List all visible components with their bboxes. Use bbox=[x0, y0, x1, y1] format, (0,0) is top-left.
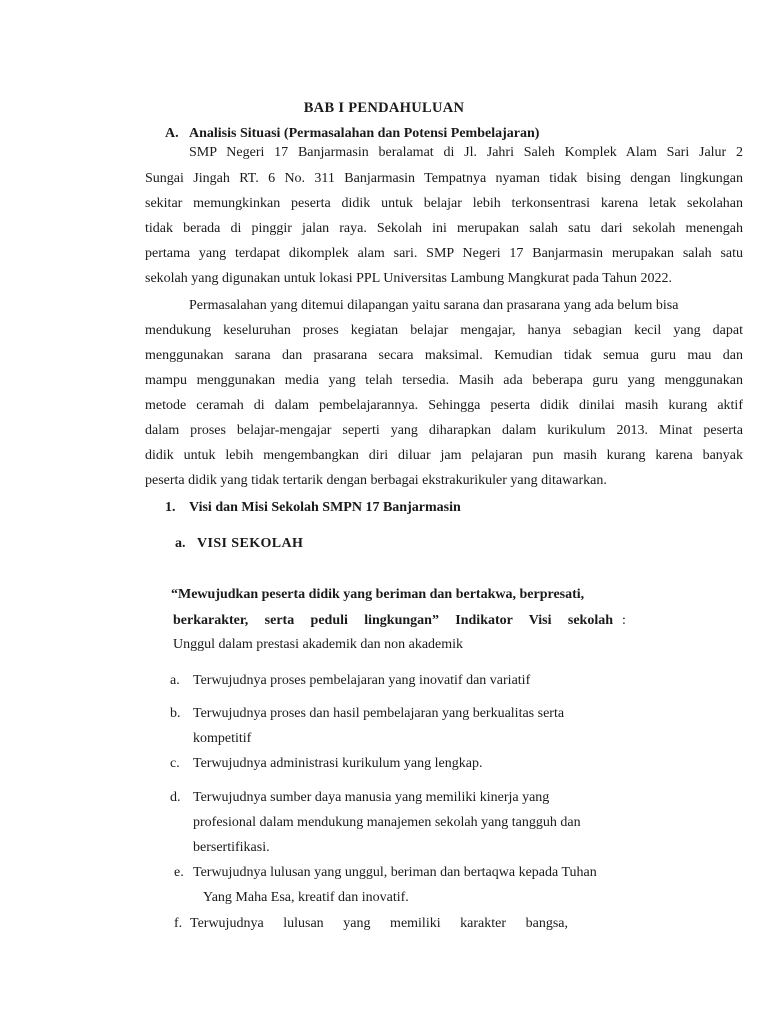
list-marker: b. bbox=[170, 706, 181, 721]
list-marker: d. bbox=[170, 790, 181, 805]
paragraph-line: SMP Negeri 17 Banjarmasin beralamat di Jl. Jahri Saleh Komplek Alam Sari Jalur 2 bbox=[189, 145, 743, 160]
list-item-continuation: Yang Maha Esa, kreatif dan inovatif. bbox=[203, 890, 409, 905]
paragraph-line: mendukung keseluruhan proses kegiatan belajar mengajar, hanya sebagian kecil yang dapat bbox=[145, 323, 743, 338]
paragraph-line: dalam proses belajar-mengajar seperti yang diharapkan dalam kurikulum 2013. Minat peserta bbox=[145, 423, 743, 438]
paragraph-line: pertama yang terdapat dikomplek alam sari. SMP Negeri 17 Banjarmasin merupakan salah satu bbox=[145, 246, 743, 261]
subsection-1-title: Visi dan Misi Sekolah SMPN 17 Banjarmasin bbox=[189, 500, 461, 515]
list-item-continuation: kompetitif bbox=[193, 731, 252, 746]
vision-heading-marker: a. bbox=[175, 536, 186, 551]
paragraph-line: sekitar memungkinkan peserta didik untuk belajar lebih terkonsentrasi karena letak sekolahan bbox=[145, 196, 743, 211]
paragraph-line: menggunakan sarana dan prasarana secara maksimal. Kemudian tidak semua guru mau dan bbox=[145, 348, 743, 363]
paragraph-line: sekolah yang digunakan untuk lokasi PPL Universitas Lambung Mangkurat pada Tahun 2022. bbox=[145, 271, 673, 286]
vision-heading: VISI SEKOLAH bbox=[197, 536, 304, 551]
section-a-title: Analisis Situasi (Permasalahan dan Potensi Pembelajaran) bbox=[189, 126, 540, 141]
paragraph-line: peserta didik yang tidak tertarik dengan berbagai ekstrakurikuler yang ditawarkan. bbox=[145, 473, 607, 488]
list-item-continuation: bersertifikasi. bbox=[193, 840, 270, 855]
list-item: Terwujudnya administrasi kurikulum yang lengkap. bbox=[193, 756, 483, 771]
vision-colon: : bbox=[622, 613, 626, 628]
list-item: Terwujudnya lulusan yang memiliki karakter bangsa, bbox=[190, 916, 568, 931]
vision-line: Unggul dalam prestasi akademik dan non akademik bbox=[173, 637, 464, 652]
chapter-title: BAB I PENDAHULUAN bbox=[303, 100, 465, 116]
subsection-1-marker: 1. bbox=[165, 500, 176, 515]
list-marker: f. bbox=[174, 916, 183, 931]
paragraph-line: Sungai Jingah RT. 6 No. 311 Banjarmasin Tempatnya nyaman tidak bising dengan lingkungan bbox=[145, 171, 743, 186]
paragraph-line: tidak berada di pinggir jalan raya. Sekolah ini merupakan salah satu dari sekolah menengah bbox=[145, 221, 743, 236]
vision-line: “Mewujudkan peserta didik yang beriman dan bertakwa, berpresati, bbox=[171, 587, 585, 602]
list-item: Terwujudnya sumber daya manusia yang memiliki kinerja yang bbox=[193, 790, 550, 805]
paragraph-line: didik untuk lebih mengembangkan diri diluar jam pelajaran pun masih kurang karena banyak bbox=[145, 448, 743, 463]
vision-line: berkarakter, serta peduli lingkungan” Indikator Visi sekolah bbox=[173, 613, 613, 628]
list-item-continuation: profesional dalam mendukung manajemen sekolah yang tangguh dan bbox=[193, 815, 581, 830]
section-a-marker: A. bbox=[165, 126, 179, 141]
list-marker: a. bbox=[170, 673, 180, 688]
paragraph-line: metode ceramah di dalam pembelajarannya. Sehingga peserta didik dinilai masih kurang aktif bbox=[145, 398, 743, 413]
paragraph-line: Permasalahan yang ditemui dilapangan yaitu sarana dan prasarana yang ada belum bisa bbox=[189, 298, 679, 313]
list-item: Terwujudnya lulusan yang unggul, beriman dan bertaqwa kepada Tuhan bbox=[193, 865, 597, 880]
list-marker: c. bbox=[170, 756, 180, 771]
list-item: Terwujudnya proses pembelajaran yang inovatif dan variatif bbox=[193, 673, 531, 688]
list-marker: e. bbox=[174, 865, 184, 880]
list-item: Terwujudnya proses dan hasil pembelajaran yang berkualitas serta bbox=[193, 706, 565, 721]
paragraph-line: mampu menggunakan media yang telah tersedia. Masih ada beberapa guru yang menggunakan bbox=[145, 373, 743, 388]
